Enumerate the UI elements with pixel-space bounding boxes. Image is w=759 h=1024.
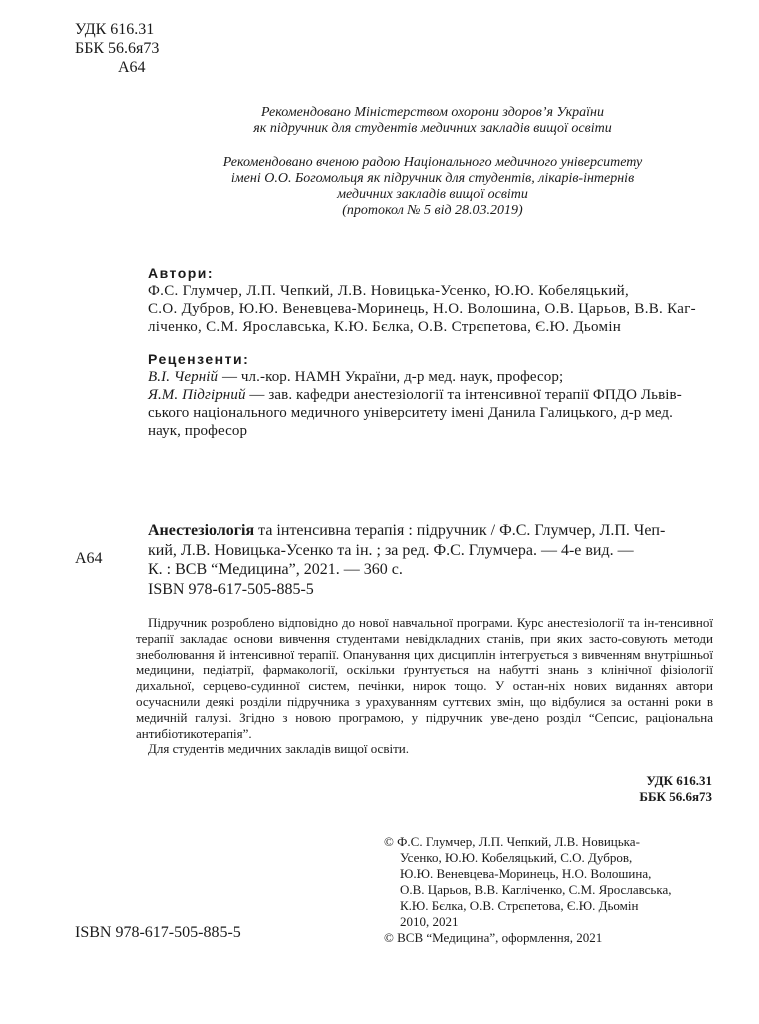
reviewer-2-credentials: — зав. кафедри анестезіології та інтенсивної терапії ФПДО Львів-: [245, 387, 682, 403]
biblio-line: кий, Л.В. Новицька-Усенко та ін. ; за ред. Ф.С. Глумчера. — 4-е вид. —: [148, 541, 634, 559]
authors-list: [148, 282, 713, 336]
classification-codes-bottom: [639, 773, 712, 805]
university-rec-line: медичних закладів вищої освіти: [337, 187, 528, 202]
bibliographic-author-mark: А64: [75, 550, 103, 567]
bibliographic-description: [148, 521, 713, 599]
reviewer-2-name: Я.М. Підгірний: [148, 387, 246, 403]
reviewer-1-name: В.І. Черній: [148, 369, 219, 385]
copyright-publisher: © ВСВ “Медицина”, оформлення, 2021: [384, 930, 603, 945]
reviewers-section: [148, 350, 713, 440]
university-rec-line: Рекомендовано вченою радою Національного медичного університету: [222, 155, 643, 170]
bbk-code: ББК 56.6я73: [75, 40, 160, 57]
classification-codes-top: [75, 20, 159, 77]
copyright-authors-line: © Ф.С. Глумчер, Л.П. Чепкий, Л.В. Новицька-: [384, 834, 640, 849]
biblio-line: [148, 521, 713, 541]
udk-code: УДК 616.31: [75, 21, 155, 38]
university-recommendation: [140, 155, 725, 219]
ministry-recommendation: [140, 105, 725, 137]
isbn-bottom: ISBN 978-617-505-885-5: [75, 924, 241, 941]
book-title-word: Анестезіологія: [148, 522, 255, 539]
abstract-audience: Для студентів медичних закладів вищої освіти.: [148, 741, 409, 757]
reviewer-1-credentials: — чл.-кор. НАМН України, д-р мед. наук, професор;: [218, 369, 564, 385]
authors-line: С.О. Дубров, Ю.Ю. Веневцева-Моринець, Н.О. Волошина, О.В. Царьов, В.В. Каг-: [148, 301, 696, 317]
reviewer-2: [148, 386, 713, 404]
copyright-authors-line: К.Ю. Бєлка, О.В. Стрєпетова, Є.Ю. Дьомін: [400, 898, 639, 913]
biblio-line-1-rest: та інтенсивна терапія : підручник / Ф.С. Глумчер, Л.П. Чеп-: [254, 522, 666, 539]
reviewer-2-cont: наук, професор: [148, 423, 248, 439]
udk-code-bottom: УДК 616.31: [646, 773, 712, 788]
university-rec-line: (протокол № 5 від 28.03.2019): [342, 203, 523, 218]
authors-line: ліченко, С.М. Ярославська, К.Ю. Бєлка, О.В. Стрєпетова, Є.Ю. Дьомін: [148, 319, 622, 335]
reviewer-1: [148, 368, 713, 386]
authors-heading: Автори:: [148, 265, 215, 281]
biblio-isbn: ISBN 978-617-505-885-5: [148, 580, 314, 598]
abstract-paragraph: Підручник розроблено відповідно до нової навчальної програми. Курс анестезіології та ін-тенсивної терапії закладає основи вивчення студентами невідкладних станів, при яких засто-совують методи знеболювання й інтенсивної терапії. Опанування цих дисциплін інтегрується з вивченням внутрішньої медицини, педіатрії, фармакології, оскільки ґрунтується на набутті знань з клінічної фізіології дихальної, серцево-судинної систем, печінки, нирок тощо. У остан-ніх нових виданнях автори осучаснили деякі розділи підручника з урахуванням суттєвих змін, що відбулися за останні роки в медичній галузі. Згідно з новою програмою, у підручник уве-дено розділ “Сепсис, раціональна антибіотикотерапія”.: [136, 615, 713, 741]
ministry-rec-line: як підручник для студентів медичних закладів вищої освіти: [253, 121, 612, 136]
author-mark: А64: [118, 59, 146, 76]
authors-line: Ф.С. Глумчер, Л.П. Чепкий, Л.В. Новицька-Усенко, Ю.Ю. Кобеляцький,: [148, 283, 630, 299]
bbk-code-bottom: ББК 56.6я73: [639, 789, 712, 804]
copyright-block: [384, 834, 714, 946]
reviewers-heading: Рецензенти:: [148, 351, 250, 367]
authors-section: [148, 264, 713, 336]
reviewer-2-cont: ського національного медичного університету імені Данила Галицького, д-р мед.: [148, 405, 673, 421]
copyright-authors-line: О.В. Царьов, В.В. Кагліченко, С.М. Ярославська,: [400, 882, 672, 897]
copyright-authors-line: Ю.Ю. Веневцева-Моринець, Н.О. Волошина,: [400, 866, 652, 881]
biblio-line: К. : ВСВ “Медицина”, 2021. — 360 с.: [148, 561, 403, 578]
university-rec-line: імені О.О. Богомольця як підручник для студентів, лікарів-інтернів: [230, 171, 635, 186]
ministry-rec-line: Рекомендовано Міністерством охорони здоров’я України: [261, 105, 604, 120]
copyright-years: 2010, 2021: [400, 914, 459, 929]
copyright-authors-line: Усенко, Ю.Ю. Кобеляцький, С.О. Дубров,: [400, 850, 633, 865]
abstract: [136, 615, 713, 757]
